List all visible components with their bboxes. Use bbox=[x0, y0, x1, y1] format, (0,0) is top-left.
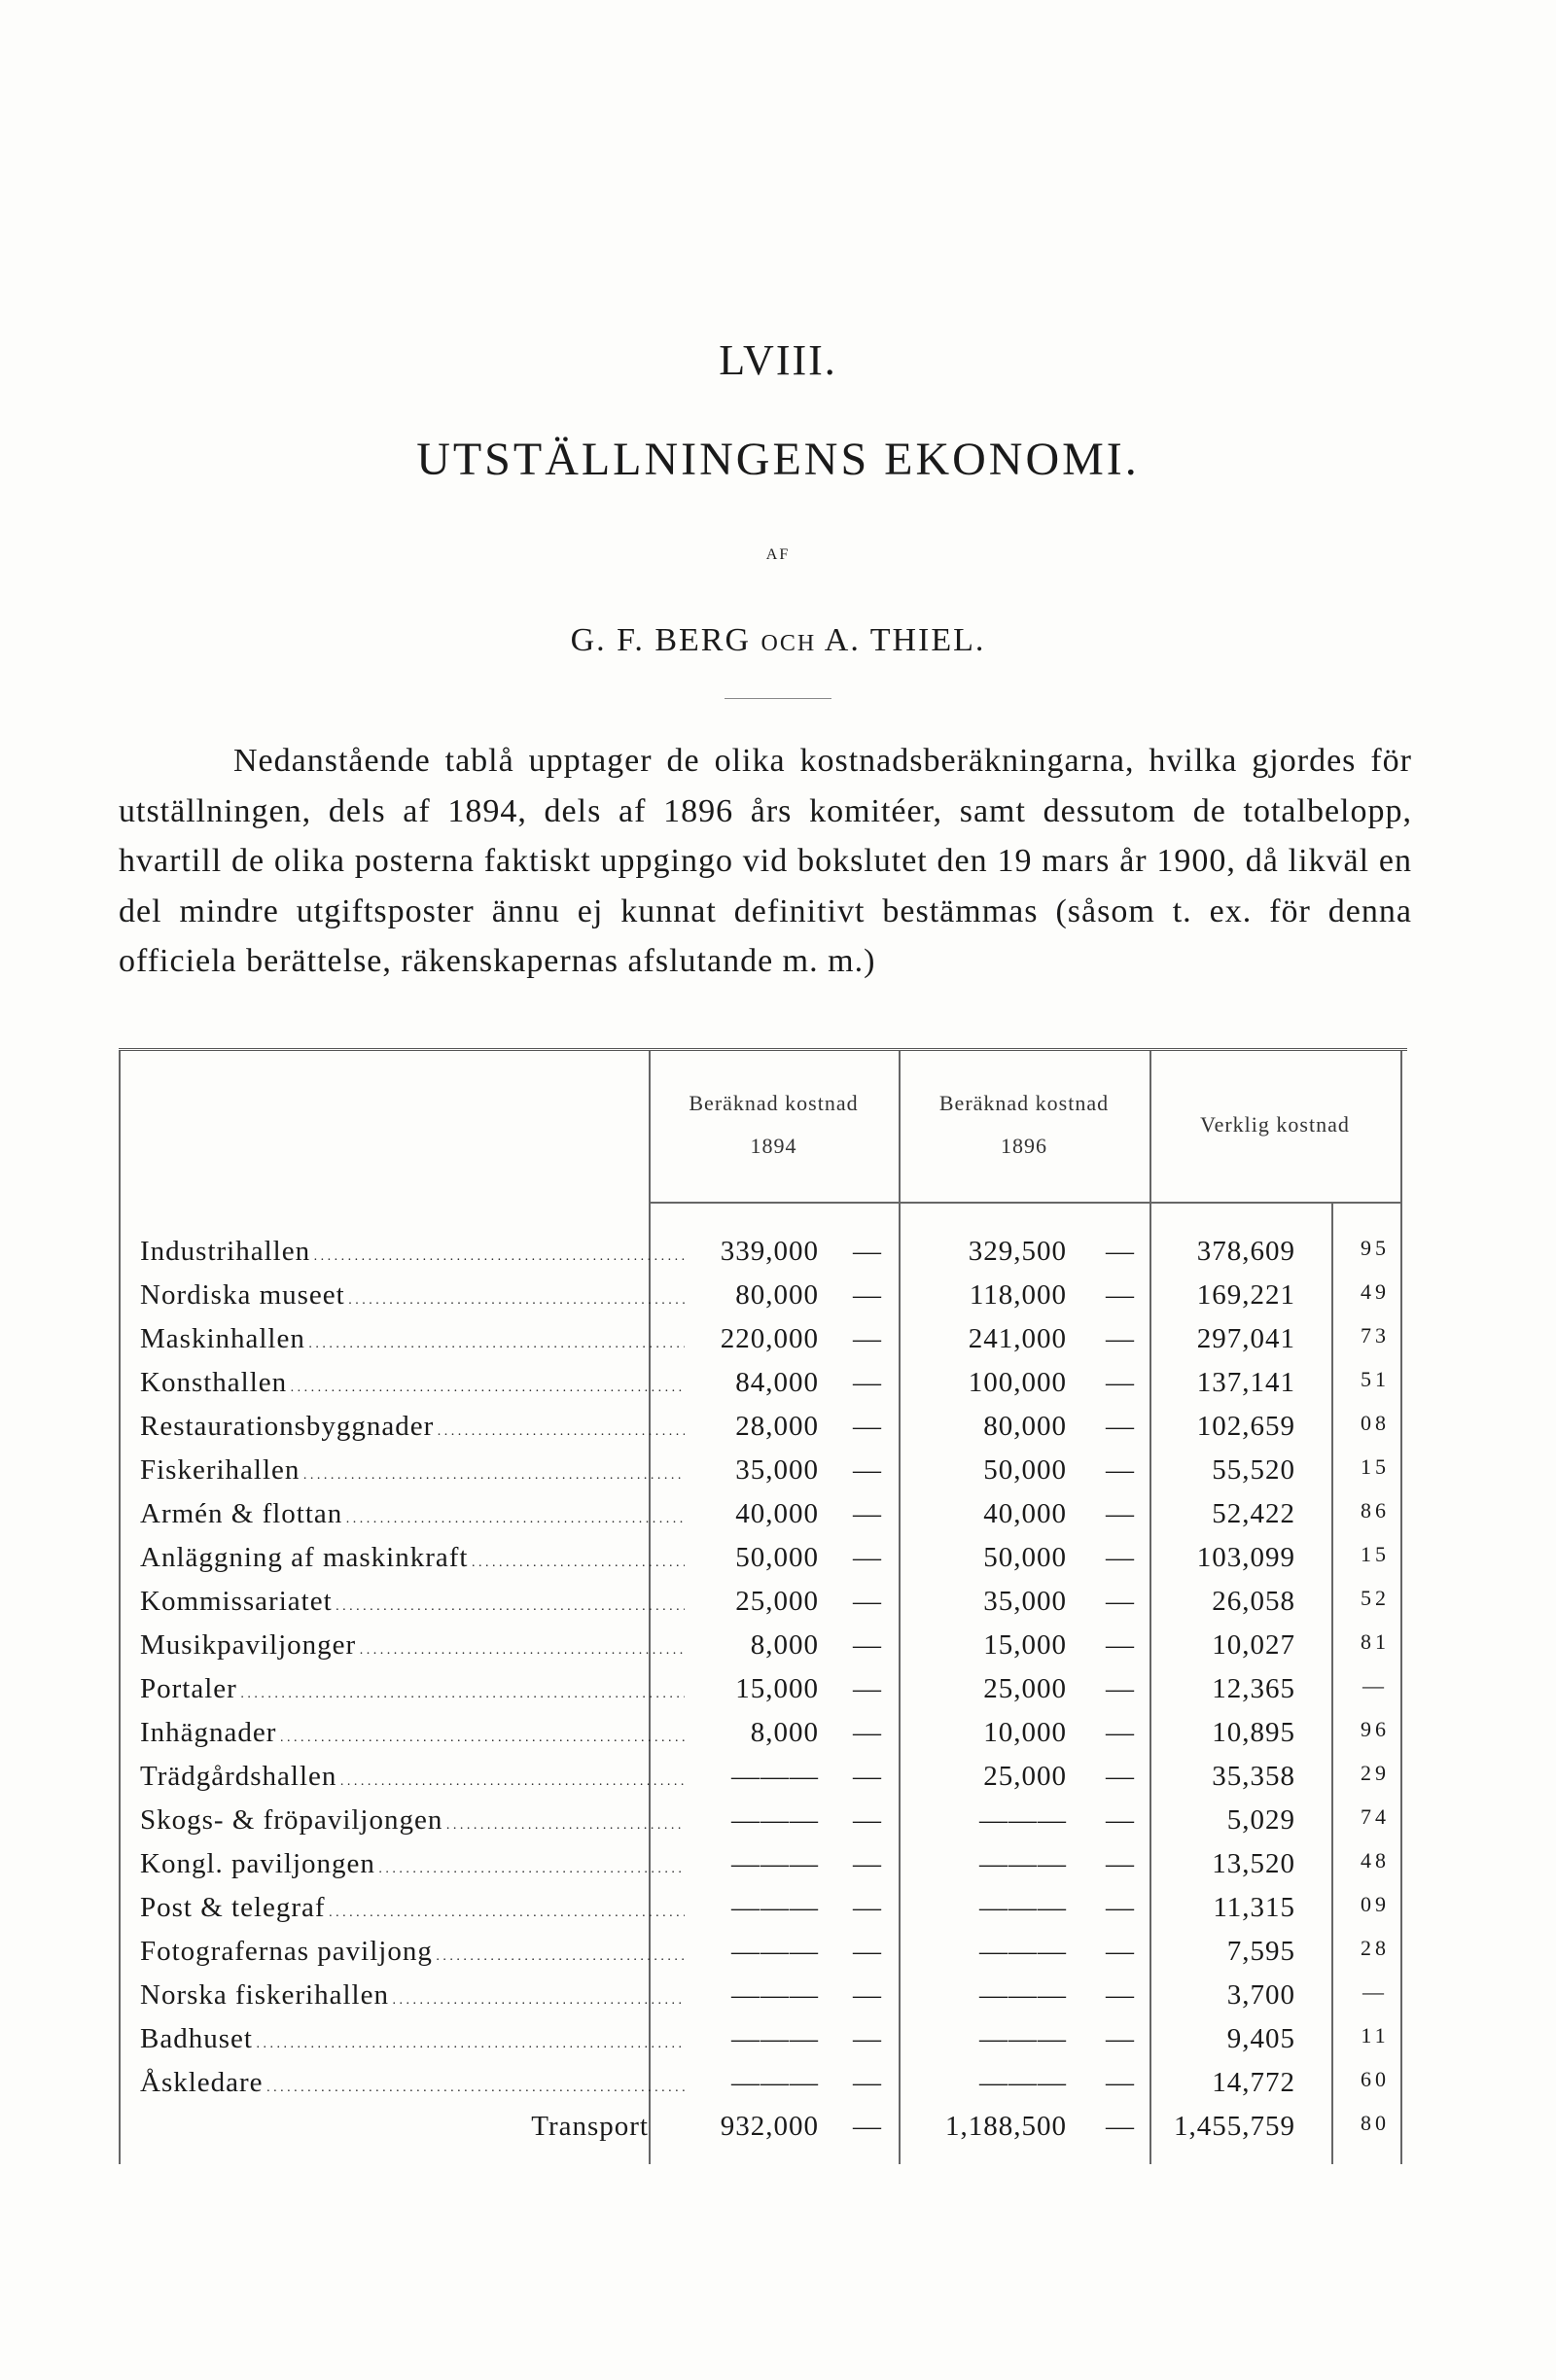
table-row bbox=[119, 1586, 1407, 1629]
cost-1896: 1,188,500 bbox=[945, 2111, 1067, 2142]
dash-1896: — bbox=[1106, 2111, 1135, 2142]
cost-ore: 52 bbox=[1361, 1586, 1390, 1610]
cost-ore: 09 bbox=[1361, 1892, 1390, 1916]
cost-actual: 137,141 bbox=[1196, 1367, 1295, 1398]
cost-ore: 28 bbox=[1361, 1936, 1390, 1960]
dash-1894: — bbox=[853, 1848, 882, 1879]
cost-1896: 40,000 bbox=[983, 1498, 1067, 1529]
dash-1896: — bbox=[1106, 1804, 1135, 1836]
cost-1896: 35,000 bbox=[983, 1586, 1067, 1617]
authors-och: OCH bbox=[760, 631, 817, 656]
dash-1896: — bbox=[1106, 2067, 1135, 2098]
dash-1894: — bbox=[853, 1979, 882, 2011]
table-row bbox=[119, 1717, 1407, 1761]
cost-1896: ——— bbox=[979, 2023, 1067, 2054]
dash-1896: — bbox=[1106, 1586, 1135, 1617]
dash-1896: — bbox=[1106, 1498, 1135, 1529]
cost-actual: 9,405 bbox=[1226, 2023, 1295, 2054]
table-row bbox=[119, 1454, 1407, 1498]
dash-1896: — bbox=[1106, 1848, 1135, 1879]
dash-1896: — bbox=[1106, 1323, 1135, 1354]
dash-1894: — bbox=[853, 1411, 882, 1442]
dash-1896: — bbox=[1106, 1411, 1135, 1442]
cost-actual: 3,700 bbox=[1226, 1979, 1295, 2011]
table-row bbox=[119, 1629, 1407, 1673]
cost-1894: 15,000 bbox=[735, 1673, 819, 1704]
table-row bbox=[119, 1979, 1407, 2023]
dash-1894: — bbox=[853, 1936, 882, 1967]
page-title: UTSTÄLLNINGENS EKONOMI. bbox=[416, 434, 1140, 485]
table-row bbox=[119, 1323, 1407, 1367]
dash-1896: — bbox=[1106, 1717, 1135, 1748]
dash-1896: — bbox=[1106, 1629, 1135, 1661]
cost-1894: 40,000 bbox=[735, 1498, 819, 1529]
cost-ore: — bbox=[1362, 1673, 1388, 1698]
title-divider bbox=[725, 698, 831, 699]
cost-actual: 26,058 bbox=[1212, 1586, 1295, 1617]
cost-actual: 52,422 bbox=[1212, 1498, 1295, 1529]
authors-part2: A. THIEL. bbox=[816, 622, 986, 658]
dash-1894: — bbox=[853, 1892, 882, 1923]
row-label: Transport bbox=[531, 2111, 649, 2142]
row-label: Fotografernas paviljong . . . bbox=[140, 1936, 685, 1968]
cost-actual: 169,221 bbox=[1196, 1279, 1295, 1311]
dash-1894: — bbox=[853, 2067, 882, 2098]
row-label: Konsthallen . . . bbox=[140, 1367, 685, 1399]
cost-1894: 84,000 bbox=[735, 1367, 819, 1398]
table-row bbox=[119, 1279, 1407, 1323]
row-label: Åskledare . . . bbox=[140, 2067, 685, 2099]
row-label: Trädgårdshallen . . . bbox=[140, 1761, 685, 1793]
cost-1894: ——— bbox=[731, 1979, 819, 2011]
dash-1894: — bbox=[853, 1279, 882, 1311]
row-label: Badhuset . . . bbox=[140, 2023, 685, 2055]
cost-ore: 81 bbox=[1361, 1629, 1390, 1654]
dash-1894: — bbox=[853, 1236, 882, 1267]
dash-1896: — bbox=[1106, 1673, 1135, 1704]
cost-ore: 08 bbox=[1361, 1411, 1390, 1435]
dash-1894: — bbox=[853, 1804, 882, 1836]
cost-1896: ——— bbox=[979, 1892, 1067, 1923]
table-row bbox=[119, 1804, 1407, 1848]
dash-1894: — bbox=[853, 1673, 882, 1704]
cost-actual: 1,455,759 bbox=[1174, 2111, 1295, 2142]
authors bbox=[0, 622, 1556, 659]
row-label: Anläggning af maskinkraft . . . bbox=[140, 1542, 685, 1574]
table-row bbox=[119, 1892, 1407, 1936]
table-row bbox=[119, 1673, 1407, 1717]
cost-actual: 55,520 bbox=[1212, 1454, 1295, 1486]
header-1896-year: 1896 bbox=[1001, 1134, 1047, 1158]
cost-ore: 51 bbox=[1361, 1367, 1390, 1391]
cost-1894: ——— bbox=[731, 1892, 819, 1923]
dash-1896: — bbox=[1106, 2023, 1135, 2054]
cost-1896: ——— bbox=[979, 1979, 1067, 2011]
cost-1894: ——— bbox=[731, 1761, 819, 1792]
cost-1894: 28,000 bbox=[735, 1411, 819, 1442]
authors-part1: G. F. BERG bbox=[570, 622, 761, 658]
header-1894-year: 1894 bbox=[750, 1134, 797, 1158]
cost-actual: 35,358 bbox=[1212, 1761, 1295, 1792]
cost-actual: 13,520 bbox=[1212, 1848, 1295, 1879]
table-row bbox=[119, 2023, 1407, 2067]
cost-1894: ——— bbox=[731, 1848, 819, 1879]
dash-1896: — bbox=[1106, 1236, 1135, 1267]
cost-1894: 35,000 bbox=[735, 1454, 819, 1486]
cost-ore: 15 bbox=[1361, 1454, 1390, 1479]
cost-ore: 29 bbox=[1361, 1761, 1390, 1785]
cost-1896: 80,000 bbox=[983, 1411, 1067, 1442]
cost-actual: 297,041 bbox=[1196, 1323, 1295, 1354]
cost-1894: 80,000 bbox=[735, 1279, 819, 1311]
cost-1896: 25,000 bbox=[983, 1673, 1067, 1704]
row-label: Portaler . . . bbox=[140, 1673, 685, 1705]
cost-1894: 25,000 bbox=[735, 1586, 819, 1617]
cost-ore: 11 bbox=[1361, 2023, 1390, 2048]
cost-1896: 50,000 bbox=[983, 1454, 1067, 1486]
header-1894 bbox=[649, 1082, 899, 1168]
dash-1894: — bbox=[853, 1454, 882, 1486]
table-row bbox=[119, 2067, 1407, 2111]
header-1896-label: Beräknad kostnad bbox=[938, 1091, 1110, 1115]
chapter-number: LVIII. bbox=[719, 336, 837, 384]
table-row bbox=[119, 1542, 1407, 1586]
cost-1896: 118,000 bbox=[969, 1279, 1067, 1311]
cost-actual: 5,029 bbox=[1226, 1804, 1295, 1836]
cost-1896: 50,000 bbox=[983, 1542, 1067, 1573]
cost-1894: ——— bbox=[731, 2023, 819, 2054]
dash-1894: — bbox=[853, 1586, 882, 1617]
dash-1894: — bbox=[853, 1367, 882, 1398]
cost-1896: 25,000 bbox=[983, 1761, 1067, 1792]
cost-1894: ——— bbox=[731, 2067, 819, 2098]
header-1894-label: Beräknad kostnad bbox=[689, 1091, 859, 1115]
cost-actual: 103,099 bbox=[1196, 1542, 1295, 1573]
cost-1896: 10,000 bbox=[983, 1717, 1067, 1748]
dash-1894: — bbox=[853, 1629, 882, 1661]
row-label: Fiskerihallen . . . bbox=[140, 1454, 685, 1487]
table-row bbox=[119, 1498, 1407, 1542]
cost-ore: 48 bbox=[1361, 1848, 1390, 1872]
cost-1896: 15,000 bbox=[983, 1629, 1067, 1661]
cost-ore: 96 bbox=[1361, 1717, 1390, 1741]
table-row bbox=[119, 1761, 1407, 1804]
table-row bbox=[119, 1236, 1407, 1279]
cost-1896: ——— bbox=[979, 1804, 1067, 1836]
row-label: Kommissariatet . . . bbox=[140, 1586, 685, 1618]
dash-1896: — bbox=[1106, 1892, 1135, 1923]
cost-ore: 49 bbox=[1361, 1279, 1390, 1304]
cost-1894: ——— bbox=[731, 1804, 819, 1836]
row-label: Industrihallen . . . bbox=[140, 1236, 685, 1268]
cost-ore: 73 bbox=[1361, 1323, 1390, 1348]
header-1896 bbox=[899, 1082, 1149, 1168]
row-label: Post & telegraf . . . bbox=[140, 1892, 685, 1924]
dash-1896: — bbox=[1106, 1454, 1135, 1486]
cost-1896: ——— bbox=[979, 1848, 1067, 1879]
row-label: Musikpaviljonger . . . bbox=[140, 1629, 685, 1662]
cost-ore: 74 bbox=[1361, 1804, 1390, 1829]
cost-1896: ——— bbox=[979, 1936, 1067, 1967]
cost-1896: 329,500 bbox=[968, 1236, 1067, 1267]
cost-1894: 220,000 bbox=[720, 1323, 819, 1354]
cost-1896: ——— bbox=[979, 2067, 1067, 2098]
cost-ore: 15 bbox=[1361, 1542, 1390, 1566]
cost-actual: 11,315 bbox=[1213, 1892, 1295, 1923]
row-label: Skogs- & fröpaviljongen . . . bbox=[140, 1804, 685, 1837]
row-label: Armén & flottan . . . bbox=[140, 1498, 685, 1530]
cost-actual: 10,895 bbox=[1212, 1717, 1295, 1748]
cost-ore: — bbox=[1362, 1979, 1388, 2004]
cost-1894: 932,000 bbox=[720, 2111, 819, 2142]
cost-1894: 339,000 bbox=[720, 1236, 819, 1267]
cost-ore: 86 bbox=[1361, 1498, 1390, 1522]
dash-1894: — bbox=[853, 1323, 882, 1354]
row-label: Restaurationsbyggnader . . . bbox=[140, 1411, 685, 1443]
header-actual: Verklig kostnad bbox=[1200, 1112, 1350, 1137]
intro-paragraph: Nedanstående tablå upptager de olika kostnadsberäkningarna, hvilka gjordes för utställningen, dels af 1894, dels af 1896 års komitéer, samt dessutom de totalbelopp, hvartill de olika posterna faktiskt uppgingo vid bokslutet den 19 mars år 1900, då likväl en del mindre utgiftsposter ännu ej kunnat definitivt bestämmas (såsom t. ex. för denna officiela berättelse, räkenskapernas afslutande m. m.) bbox=[119, 743, 1412, 979]
header-rule bbox=[649, 1202, 1402, 1204]
cost-ore: 60 bbox=[1361, 2067, 1390, 2091]
cost-ore: 95 bbox=[1361, 1236, 1390, 1260]
row-label: Nordiska museet . . . bbox=[140, 1279, 685, 1312]
dash-1894: — bbox=[853, 1761, 882, 1792]
row-label: Inhägnader . . . bbox=[140, 1717, 685, 1749]
dash-1896: — bbox=[1106, 1542, 1135, 1573]
dash-1896: — bbox=[1106, 1367, 1135, 1398]
dash-1896: — bbox=[1106, 1279, 1135, 1311]
cost-1896: 100,000 bbox=[968, 1367, 1067, 1398]
row-label: Norska fiskerihallen . . . bbox=[140, 1979, 685, 2012]
table-row bbox=[119, 1936, 1407, 1979]
cost-table bbox=[119, 1048, 1407, 2164]
dash-1896: — bbox=[1106, 1979, 1135, 2011]
cost-1894: 8,000 bbox=[750, 1629, 819, 1661]
cost-1894: 8,000 bbox=[750, 1717, 819, 1748]
byline-af: AF bbox=[765, 546, 791, 563]
dash-1896: — bbox=[1106, 1761, 1135, 1792]
row-label: Kongl. paviljongen . . . bbox=[140, 1848, 685, 1880]
cost-ore: 80 bbox=[1361, 2111, 1390, 2135]
cost-actual: 14,772 bbox=[1212, 2067, 1295, 2098]
cost-1894: ——— bbox=[731, 1936, 819, 1967]
cost-actual: 12,365 bbox=[1212, 1673, 1295, 1704]
table-row bbox=[119, 1411, 1407, 1454]
transport-row bbox=[119, 2111, 1407, 2154]
row-label: Maskinhallen . . . bbox=[140, 1323, 685, 1355]
dash-1894: — bbox=[853, 2023, 882, 2054]
cost-actual: 102,659 bbox=[1196, 1411, 1295, 1442]
cost-actual: 10,027 bbox=[1212, 1629, 1295, 1661]
table-row bbox=[119, 1848, 1407, 1892]
dash-1896: — bbox=[1106, 1936, 1135, 1967]
cost-1894: 50,000 bbox=[735, 1542, 819, 1573]
cost-1896: 241,000 bbox=[968, 1323, 1067, 1354]
dash-1894: — bbox=[853, 2111, 882, 2142]
dash-1894: — bbox=[853, 1498, 882, 1529]
dash-1894: — bbox=[853, 1717, 882, 1748]
cost-actual: 378,609 bbox=[1196, 1236, 1295, 1267]
dash-1894: — bbox=[853, 1542, 882, 1573]
cost-actual: 7,595 bbox=[1226, 1936, 1295, 1967]
table-row bbox=[119, 1367, 1407, 1411]
